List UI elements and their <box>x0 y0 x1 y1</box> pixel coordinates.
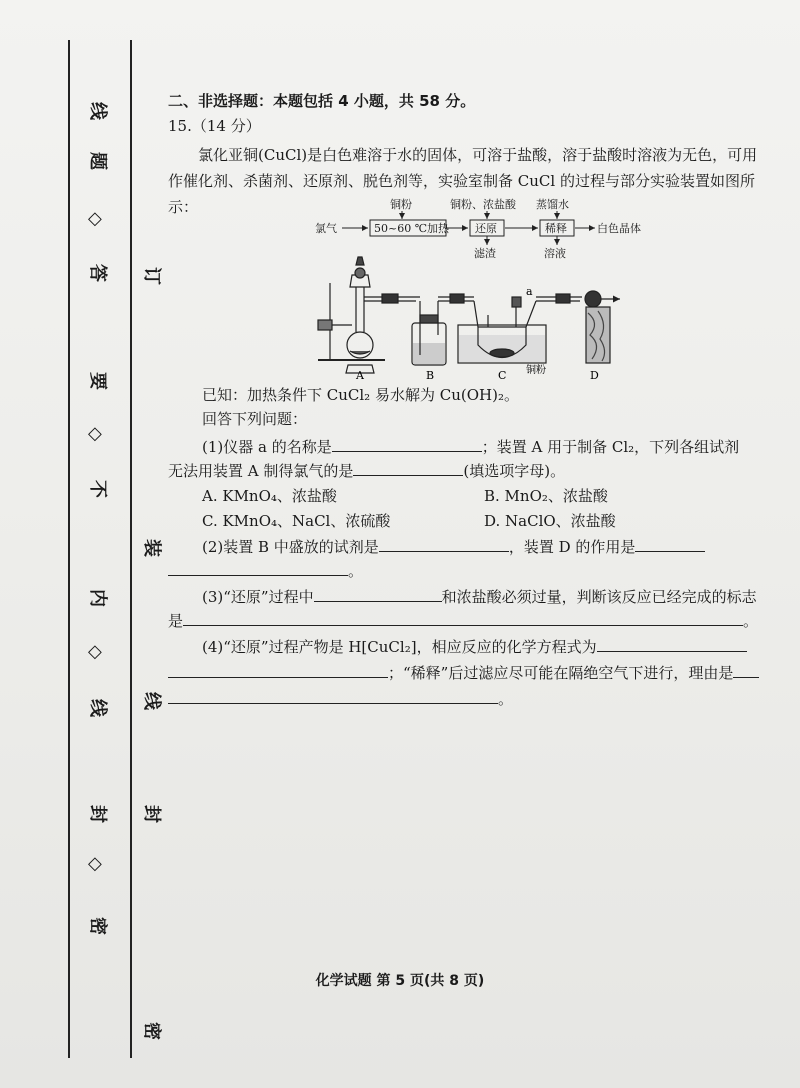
q4-line-1 <box>202 634 782 660</box>
margin-char: 装 <box>141 539 162 557</box>
label-a: a <box>526 285 533 298</box>
q3-text-d: 。 <box>743 612 759 630</box>
apparatus-C <box>458 294 582 363</box>
page-footer: 化学试题 第 5 页(共 8 页) <box>315 973 485 989</box>
q1-text-b: ；装置 A 用于制备 Cl₂，下列各组试剂 <box>481 438 740 456</box>
option-A: A. KMnO₄、浓盐酸 <box>202 487 337 505</box>
margin-char: 线 <box>141 692 162 710</box>
q1-blank-2[interactable] <box>353 458 463 476</box>
q2-blank-3[interactable] <box>168 558 348 576</box>
option-B: B. MnO₂、浓盐酸 <box>484 487 608 505</box>
q2-blank-2[interactable] <box>635 534 705 552</box>
q4-blank-2[interactable] <box>168 660 388 678</box>
question-number: 15.（14 分） <box>168 117 261 135</box>
q4-blank-4[interactable] <box>168 686 498 704</box>
process-diagram <box>290 195 670 380</box>
known-note: 已知：加热条件下 CuCl₂ 易水解为 Cu(OH)₂。 <box>202 386 519 404</box>
margin-char: 线 <box>87 102 108 120</box>
q4-blank-1[interactable] <box>597 634 747 652</box>
q2-blank-1[interactable] <box>379 534 509 552</box>
q4-blank-3[interactable] <box>733 660 759 678</box>
flow-box-heat: 50~60 ℃加热 <box>374 222 450 235</box>
q1-text-a: (1)仪器 a 的名称是 <box>202 438 332 456</box>
margin-char: 封 <box>87 805 108 823</box>
margin-char: 不 <box>87 480 108 498</box>
flow-below-residue: 滤渣 <box>474 247 496 260</box>
margin-char: 要 <box>87 372 108 390</box>
margin-char: 封 <box>141 805 162 823</box>
margin-char: 题 <box>87 152 108 170</box>
margin-char: 答 <box>87 264 108 282</box>
label-C: C <box>498 369 507 380</box>
binding-line-outer <box>68 40 70 1058</box>
answer-prompt: 回答下列问题： <box>202 410 308 428</box>
q1-line-2 <box>168 458 780 484</box>
apparatus-D <box>585 291 620 363</box>
section-title: 二、非选择题：本题包括 4 小题，共 58 分。 <box>168 92 476 110</box>
margin-diamond: ◇ <box>88 641 102 662</box>
q1-text-c: 无法用装置 A 制得氯气的是 <box>168 462 354 480</box>
q1-options-row-2 <box>202 508 762 534</box>
q2-text-c: 。 <box>348 562 364 580</box>
label-copper: 铜粉 <box>526 365 546 376</box>
q4-text-c: 。 <box>498 690 514 708</box>
margin-char: 内 <box>87 589 108 607</box>
margin-diamond: ◇ <box>88 423 102 444</box>
q3-text-c: 是 <box>168 612 184 630</box>
flow-above-copper: 铜粉 <box>390 198 412 211</box>
flow-box-reduce: 还原 <box>475 222 497 235</box>
label-B: B <box>426 369 435 380</box>
margin-diamond: ◇ <box>88 208 102 229</box>
flow-start: 氯气 <box>315 222 337 235</box>
margin-char: 订 <box>141 267 162 285</box>
q4-line-2 <box>168 660 780 686</box>
flow-above-hcl: 铜粉、浓盐酸 <box>450 198 516 211</box>
margin-char: 密 <box>141 1022 162 1040</box>
q1-text-d: (填选项字母)。 <box>463 462 566 480</box>
margin-char: 密 <box>87 917 108 935</box>
q1-options-row-1 <box>202 483 762 509</box>
q2-text-b: ，装置 D 的作用是 <box>508 538 636 556</box>
q4-text-a: (4)“还原”过程产物是 H[CuCl₂]，相应反应的化学方程式为 <box>202 638 597 656</box>
margin-char: 线 <box>87 699 108 717</box>
q3-text-b: 和浓盐酸必须过量，判断该反应已经完成的标志 <box>441 588 757 606</box>
flow-below-solution: 溶液 <box>544 247 566 260</box>
label-D: D <box>590 369 599 380</box>
q3-text-a: (3)“还原”过程中 <box>202 588 314 606</box>
intro-line-2: 作催化剂、杀菌剂、还原剂、脱色剂等，实验室制备 CuCl 的过程与部分实验装置如图所示： <box>168 172 755 216</box>
q3-line-2 <box>168 608 780 634</box>
q3-blank-2[interactable] <box>183 608 743 626</box>
q2-line-1 <box>202 534 782 560</box>
q3-line-1 <box>202 584 782 610</box>
q3-blank-1[interactable] <box>314 584 442 602</box>
option-C: C. KMnO₄、NaCl、浓硫酸 <box>202 512 391 530</box>
apparatus-A <box>318 257 420 373</box>
q1-blank-1[interactable] <box>332 434 482 452</box>
binding-line-inner <box>130 40 132 1058</box>
q2-line-2 <box>168 558 780 584</box>
q4-text-b: ；“稀释”后过滤应尽可能在隔绝空气下进行，理由是 <box>388 664 734 682</box>
q4-line-3 <box>168 686 780 712</box>
intro-line-1: 氯化亚铜(CuCl)是白色难溶于水的固体，可溶于盐酸，溶于盐酸时溶液为无色，可用 <box>198 146 758 164</box>
label-A: A <box>356 369 364 380</box>
option-D: D. NaClO、浓盐酸 <box>484 512 616 530</box>
flow-box-dilute: 稀释 <box>545 222 567 235</box>
margin-diamond: ◇ <box>88 853 102 874</box>
q1-line-1 <box>202 434 782 460</box>
q2-text-a: (2)装置 B 中盛放的试剂是 <box>202 538 379 556</box>
flow-above-water: 蒸馏水 <box>536 198 569 211</box>
flow-end: 白色晶体 <box>597 222 641 235</box>
